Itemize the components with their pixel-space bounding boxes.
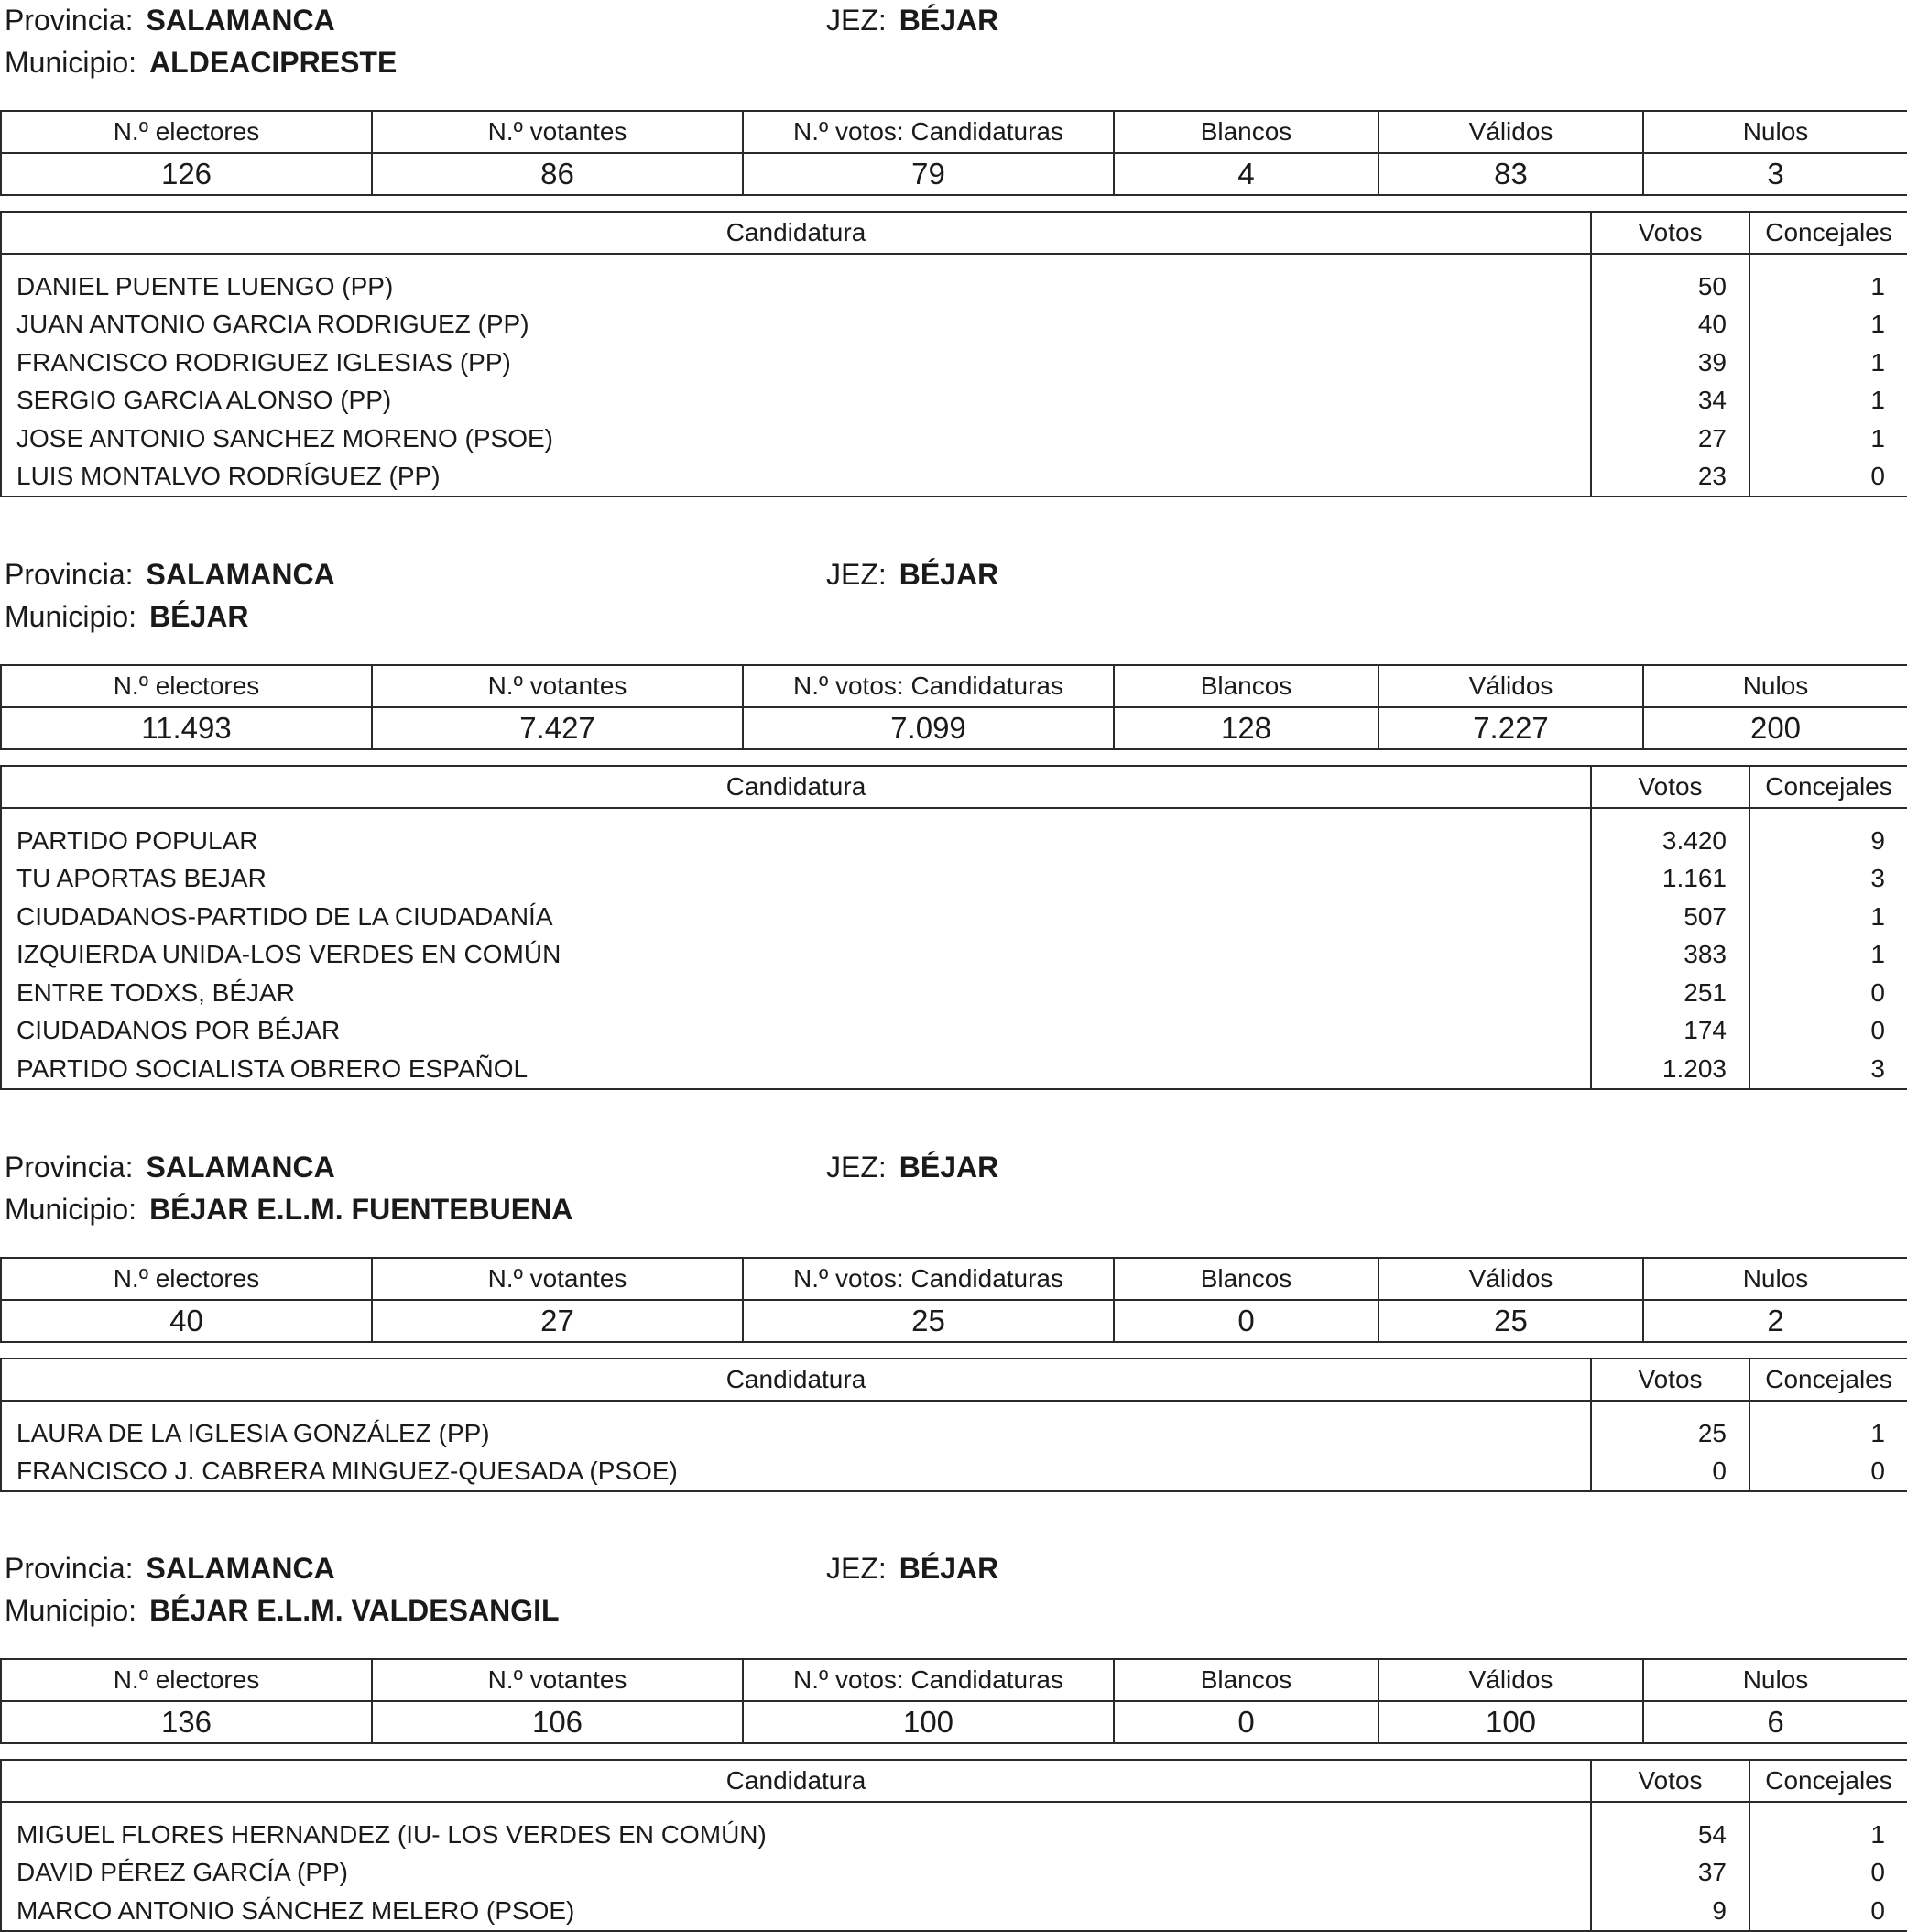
candidate-name: ENTRE TODXS, BÉJAR: [1, 974, 1591, 1012]
candidate-name: DANIEL PUENTE LUENGO (PP): [1, 254, 1591, 306]
candidate-concejales: 1: [1749, 254, 1907, 306]
candidate-row: [1, 458, 1907, 497]
candidate-name: LAURA DE LA IGLESIA GONZÁLEZ (PP): [1, 1401, 1591, 1453]
candidate-concejales: 1: [1749, 1802, 1907, 1854]
summary-value-electores: 11.493: [1, 707, 372, 749]
municipality-section: [0, 554, 1907, 1083]
summary-value-nulos: 200: [1643, 707, 1907, 749]
summary-value-row: [1, 153, 1907, 195]
candidate-row: [1, 344, 1907, 382]
summary-value-votantes: 27: [372, 1300, 743, 1342]
candidates-header-row: [1, 1760, 1907, 1802]
candidate-row: [1, 306, 1907, 344]
candidate-votes: 507: [1591, 898, 1749, 936]
summary-header-row: [1, 665, 1907, 707]
jez-line: [826, 1151, 998, 1184]
votos-header: Votos: [1591, 1359, 1749, 1401]
candidate-votes: 25: [1591, 1401, 1749, 1453]
summary-value-blancos: 0: [1114, 1300, 1378, 1342]
summary-value-row: [1, 1701, 1907, 1743]
candidate-concejales: 0: [1749, 1012, 1907, 1051]
concejales-header: Concejales: [1749, 1359, 1907, 1401]
jez-value: BÉJAR: [899, 4, 999, 37]
jez-label: JEZ:: [826, 558, 887, 591]
candidate-concejales: 1: [1749, 306, 1907, 344]
section-header: [0, 554, 1907, 664]
summary-value-votantes: 86: [372, 153, 743, 195]
candidate-name: TU APORTAS BEJAR: [1, 860, 1591, 899]
provincia-line: [5, 1552, 335, 1585]
summary-header-electores: N.º electores: [1, 1659, 372, 1701]
municipality-section: [0, 1147, 1907, 1486]
summary-value-validos: 7.227: [1378, 707, 1643, 749]
votos-header: Votos: [1591, 212, 1749, 254]
candidate-votes: 27: [1591, 420, 1749, 458]
summary-header-validos: Válidos: [1378, 111, 1643, 153]
jez-value: BÉJAR: [899, 1151, 999, 1184]
candidates-table: [0, 1759, 1907, 1932]
summary-header-nulos: Nulos: [1643, 665, 1907, 707]
summary-header-votos_candidaturas: N.º votos: Candidaturas: [743, 1659, 1114, 1701]
municipio-line: [5, 46, 397, 79]
candidate-name: FRANCISCO RODRIGUEZ IGLESIAS (PP): [1, 344, 1591, 382]
summary-header-votos_candidaturas: N.º votos: Candidaturas: [743, 1258, 1114, 1300]
candidate-concejales: 3: [1749, 860, 1907, 899]
candidate-row: [1, 382, 1907, 420]
summary-header-votantes: N.º votantes: [372, 665, 743, 707]
candidates-header-row: [1, 1359, 1907, 1401]
candidate-votes: 3.420: [1591, 808, 1749, 860]
summary-header-validos: Válidos: [1378, 1258, 1643, 1300]
candidate-votes: 34: [1591, 382, 1749, 420]
candidate-votes: 174: [1591, 1012, 1749, 1051]
candidate-name: DAVID PÉREZ GARCÍA (PP): [1, 1854, 1591, 1893]
summary-value-validos: 25: [1378, 1300, 1643, 1342]
candidate-concejales: 0: [1749, 1892, 1907, 1931]
candidate-name: CIUDADANOS POR BÉJAR: [1, 1012, 1591, 1051]
candidate-concejales: 1: [1749, 1401, 1907, 1453]
candidate-concejales: 9: [1749, 808, 1907, 860]
vote-summary-table: [0, 664, 1907, 750]
provincia-value: SALAMANCA: [146, 4, 335, 37]
summary-header-votos_candidaturas: N.º votos: Candidaturas: [743, 665, 1114, 707]
candidate-name: PARTIDO SOCIALISTA OBRERO ESPAÑOL: [1, 1050, 1591, 1089]
summary-value-row: [1, 707, 1907, 749]
summary-value-validos: 100: [1378, 1701, 1643, 1743]
vote-summary-table: [0, 1257, 1907, 1343]
candidate-row: [1, 1012, 1907, 1051]
vote-summary-table: [0, 110, 1907, 196]
candidatura-header: Candidatura: [1, 766, 1591, 808]
municipio-value: ALDEACIPRESTE: [149, 46, 398, 79]
summary-value-nulos: 3: [1643, 153, 1907, 195]
municipality-section: [0, 1548, 1907, 1925]
summary-header-blancos: Blancos: [1114, 665, 1378, 707]
summary-header-votantes: N.º votantes: [372, 111, 743, 153]
summary-value-votos_candidaturas: 79: [743, 153, 1114, 195]
municipio-line: [5, 1594, 560, 1627]
provincia-label: Provincia:: [5, 558, 134, 591]
candidate-votes: 54: [1591, 1802, 1749, 1854]
provincia-line: [5, 4, 335, 37]
candidate-votes: 9: [1591, 1892, 1749, 1931]
summary-header-electores: N.º electores: [1, 1258, 372, 1300]
summary-value-nulos: 2: [1643, 1300, 1907, 1342]
municipio-line: [5, 600, 249, 633]
municipio-value: BÉJAR E.L.M. FUENTEBUENA: [149, 1193, 573, 1226]
candidate-row: [1, 1050, 1907, 1089]
summary-header-votantes: N.º votantes: [372, 1659, 743, 1701]
candidate-votes: 1.203: [1591, 1050, 1749, 1089]
summary-header-row: [1, 111, 1907, 153]
candidate-row: [1, 1854, 1907, 1893]
candidate-concejales: 1: [1749, 936, 1907, 975]
summary-value-electores: 136: [1, 1701, 372, 1743]
candidate-votes: 37: [1591, 1854, 1749, 1893]
municipio-label: Municipio:: [5, 46, 137, 79]
candidate-row: [1, 936, 1907, 975]
candidate-concejales: 0: [1749, 458, 1907, 497]
municipality-section: [0, 0, 1907, 491]
concejales-header: Concejales: [1749, 766, 1907, 808]
candidatura-header: Candidatura: [1, 1359, 1591, 1401]
summary-value-blancos: 4: [1114, 153, 1378, 195]
candidate-votes: 50: [1591, 254, 1749, 306]
jez-line: [826, 1552, 998, 1585]
candidate-votes: 39: [1591, 344, 1749, 382]
provincia-value: SALAMANCA: [146, 1552, 335, 1585]
candidatura-header: Candidatura: [1, 1760, 1591, 1802]
summary-header-blancos: Blancos: [1114, 111, 1378, 153]
summary-value-electores: 126: [1, 153, 372, 195]
candidate-concejales: 3: [1749, 1050, 1907, 1089]
jez-line: [826, 4, 998, 37]
candidatura-header: Candidatura: [1, 212, 1591, 254]
summary-header-nulos: Nulos: [1643, 111, 1907, 153]
candidates-table: [0, 1358, 1907, 1492]
candidate-concejales: 1: [1749, 898, 1907, 936]
candidate-row: [1, 860, 1907, 899]
candidate-votes: 251: [1591, 974, 1749, 1012]
summary-value-blancos: 128: [1114, 707, 1378, 749]
jez-label: JEZ:: [826, 1552, 887, 1585]
candidate-name: MARCO ANTONIO SÁNCHEZ MELERO (PSOE): [1, 1892, 1591, 1931]
municipio-label: Municipio:: [5, 1594, 137, 1627]
jez-label: JEZ:: [826, 4, 887, 37]
summary-header-row: [1, 1659, 1907, 1701]
summary-header-nulos: Nulos: [1643, 1258, 1907, 1300]
candidate-row: [1, 1892, 1907, 1931]
summary-header-blancos: Blancos: [1114, 1659, 1378, 1701]
provincia-label: Provincia:: [5, 1552, 134, 1585]
summary-header-nulos: Nulos: [1643, 1659, 1907, 1701]
candidate-name: CIUDADANOS-PARTIDO DE LA CIUDADANÍA: [1, 898, 1591, 936]
candidate-votes: 383: [1591, 936, 1749, 975]
summary-value-votantes: 106: [372, 1701, 743, 1743]
votos-header: Votos: [1591, 766, 1749, 808]
summary-value-votos_candidaturas: 25: [743, 1300, 1114, 1342]
municipio-label: Municipio:: [5, 1193, 137, 1226]
candidate-name: MIGUEL FLORES HERNANDEZ (IU- LOS VERDES EN COMÚN): [1, 1802, 1591, 1854]
candidate-votes: 40: [1591, 306, 1749, 344]
candidates-header-row: [1, 212, 1907, 254]
jez-label: JEZ:: [826, 1151, 887, 1184]
summary-value-electores: 40: [1, 1300, 372, 1342]
candidate-row: [1, 1453, 1907, 1492]
jez-line: [826, 558, 998, 591]
candidate-name: SERGIO GARCIA ALONSO (PP): [1, 382, 1591, 420]
municipio-value: BÉJAR: [149, 600, 249, 633]
section-header: [0, 1147, 1907, 1257]
candidate-concejales: 1: [1749, 344, 1907, 382]
candidate-row: [1, 898, 1907, 936]
candidate-row: [1, 1401, 1907, 1453]
candidate-row: [1, 974, 1907, 1012]
candidate-votes: 0: [1591, 1453, 1749, 1492]
summary-header-validos: Válidos: [1378, 665, 1643, 707]
candidate-concejales: 1: [1749, 382, 1907, 420]
summary-header-validos: Válidos: [1378, 1659, 1643, 1701]
provincia-label: Provincia:: [5, 4, 134, 37]
summary-value-votantes: 7.427: [372, 707, 743, 749]
municipio-line: [5, 1193, 572, 1226]
candidate-concejales: 0: [1749, 974, 1907, 1012]
summary-header-row: [1, 1258, 1907, 1300]
candidate-name: LUIS MONTALVO RODRÍGUEZ (PP): [1, 458, 1591, 497]
provincia-value: SALAMANCA: [146, 558, 335, 591]
section-header: [0, 1548, 1907, 1658]
summary-value-row: [1, 1300, 1907, 1342]
summary-value-blancos: 0: [1114, 1701, 1378, 1743]
candidates-table: [0, 211, 1907, 497]
candidate-votes: 1.161: [1591, 860, 1749, 899]
candidate-votes: 23: [1591, 458, 1749, 497]
provincia-line: [5, 558, 335, 591]
candidate-name: IZQUIERDA UNIDA-LOS VERDES EN COMÚN: [1, 936, 1591, 975]
summary-value-votos_candidaturas: 7.099: [743, 707, 1114, 749]
jez-value: BÉJAR: [899, 1552, 999, 1585]
provincia-line: [5, 1151, 335, 1184]
summary-header-votantes: N.º votantes: [372, 1258, 743, 1300]
votos-header: Votos: [1591, 1760, 1749, 1802]
summary-header-blancos: Blancos: [1114, 1258, 1378, 1300]
candidate-name: PARTIDO POPULAR: [1, 808, 1591, 860]
summary-header-votos_candidaturas: N.º votos: Candidaturas: [743, 111, 1114, 153]
candidate-name: JUAN ANTONIO GARCIA RODRIGUEZ (PP): [1, 306, 1591, 344]
municipio-label: Municipio:: [5, 600, 137, 633]
summary-value-nulos: 6: [1643, 1701, 1907, 1743]
jez-value: BÉJAR: [899, 558, 999, 591]
provincia-value: SALAMANCA: [146, 1151, 335, 1184]
section-header: [0, 0, 1907, 110]
summary-header-electores: N.º electores: [1, 665, 372, 707]
candidate-row: [1, 1802, 1907, 1854]
candidate-name: FRANCISCO J. CABRERA MINGUEZ-QUESADA (PSOE): [1, 1453, 1591, 1492]
municipio-value: BÉJAR E.L.M. VALDESANGIL: [149, 1594, 560, 1627]
candidate-name: JOSE ANTONIO SANCHEZ MORENO (PSOE): [1, 420, 1591, 458]
provincia-label: Provincia:: [5, 1151, 134, 1184]
candidate-row: [1, 808, 1907, 860]
candidate-concejales: 0: [1749, 1453, 1907, 1492]
candidates-header-row: [1, 766, 1907, 808]
summary-value-votos_candidaturas: 100: [743, 1701, 1114, 1743]
vote-summary-table: [0, 1658, 1907, 1744]
candidate-concejales: 1: [1749, 420, 1907, 458]
concejales-header: Concejales: [1749, 1760, 1907, 1802]
candidates-table: [0, 765, 1907, 1090]
summary-value-validos: 83: [1378, 153, 1643, 195]
candidate-row: [1, 254, 1907, 306]
concejales-header: Concejales: [1749, 212, 1907, 254]
candidate-concejales: 0: [1749, 1854, 1907, 1893]
candidate-row: [1, 420, 1907, 458]
summary-header-electores: N.º electores: [1, 111, 372, 153]
